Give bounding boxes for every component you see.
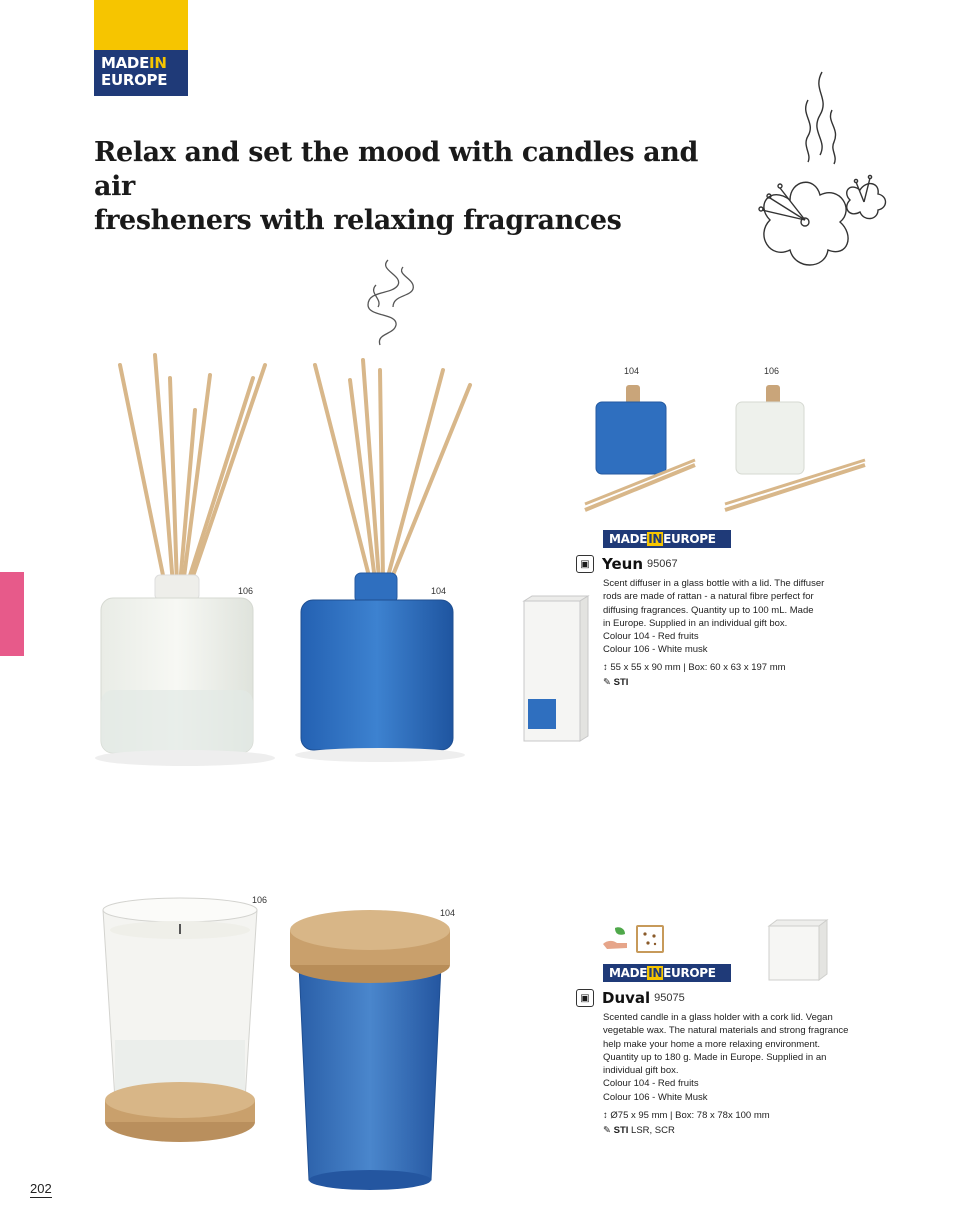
yeun-print: ✎ STI bbox=[603, 677, 629, 688]
duval-made-in-europe-badge: MADEINEUROPE bbox=[603, 964, 731, 982]
duval-dimensions: ↕ Ø75 x 95 mm | Box: 78 x 78x 100 mm bbox=[603, 1110, 770, 1121]
gift-box-icon: ▣ bbox=[576, 555, 594, 573]
yeun-diffuser-blue-image bbox=[295, 355, 495, 775]
duval-label-104: 104 bbox=[440, 908, 456, 918]
duval-label-106: 106 bbox=[252, 895, 268, 905]
flower-illustration bbox=[750, 70, 890, 275]
yeun-description: Scent diffuser in a glass bottle with a lid. The diffuser rods are made of rattan - a natural fibre perfect for diffusing fragrances. Quantity up to 100 mL. Made in Europe. Supplied in an individual gift box. Colour 104 - Red fruits Colour 106 - White musk bbox=[603, 578, 825, 656]
yeun-title-row bbox=[576, 555, 678, 573]
thumb-label-104: 104 bbox=[624, 366, 640, 376]
yeun-code: 95067 bbox=[647, 558, 678, 570]
smoke-swirl-illustration bbox=[358, 255, 428, 350]
page-headline bbox=[94, 136, 734, 238]
duval-gift-box-image bbox=[765, 918, 830, 983]
pencil-icon: ✎ bbox=[603, 677, 611, 688]
yeun-variants-thumbnail-image bbox=[580, 380, 880, 520]
made-in-europe-badge bbox=[94, 0, 188, 96]
variant-label-104: 104 bbox=[431, 586, 447, 596]
dimension-icon: ↕ bbox=[603, 1110, 608, 1121]
yeun-made-in-europe-badge: MADEINEUROPE bbox=[603, 530, 731, 548]
badge-in: IN bbox=[149, 54, 167, 72]
section-tab bbox=[0, 572, 24, 656]
duval-description: Scented candle in a glass holder with a cork lid. Vegan vegetable wax. The natural materials and strong fragrance help make your home a more relaxing environment. Quantity up to 180 g. Made in Europe. Supplied in an individual gift box. Colour 104 - Red fruits Colour 106 - White Musk bbox=[603, 1012, 849, 1103]
yeun-diffuser-white-image bbox=[95, 350, 295, 770]
gift-box-icon: ▣ bbox=[576, 989, 594, 1007]
yeun-name: Yeun bbox=[602, 555, 644, 573]
duval-title-row bbox=[576, 989, 685, 1007]
thumb-label-106: 106 bbox=[764, 366, 780, 376]
duval-candle-white-image bbox=[95, 890, 270, 1190]
headline-line-1: Relax and set the mood with candles and air bbox=[94, 137, 698, 202]
duval-candle-blue-image bbox=[285, 905, 455, 1195]
badge-europe: EUROPE bbox=[101, 71, 168, 89]
dimension-icon: ↕ bbox=[603, 662, 608, 673]
duval-code: 95075 bbox=[654, 992, 685, 1004]
yeun-dimensions: ↕ 55 x 55 x 90 mm | Box: 60 x 63 x 197 mm bbox=[603, 662, 786, 673]
variant-label-106: 106 bbox=[238, 586, 254, 596]
duval-name: Duval bbox=[602, 989, 651, 1007]
badge-made: MADE bbox=[101, 54, 150, 72]
yeun-gift-box-image bbox=[520, 595, 590, 745]
page-number: 202 bbox=[30, 1181, 52, 1196]
pencil-icon: ✎ bbox=[603, 1125, 611, 1136]
vegan-hand-leaf-icon bbox=[601, 924, 629, 952]
natural-material-icon bbox=[636, 925, 664, 953]
duval-print: ✎ STI LSR, SCR bbox=[603, 1125, 675, 1136]
headline-line-2: fresheners with relaxing fragrances bbox=[94, 205, 622, 236]
